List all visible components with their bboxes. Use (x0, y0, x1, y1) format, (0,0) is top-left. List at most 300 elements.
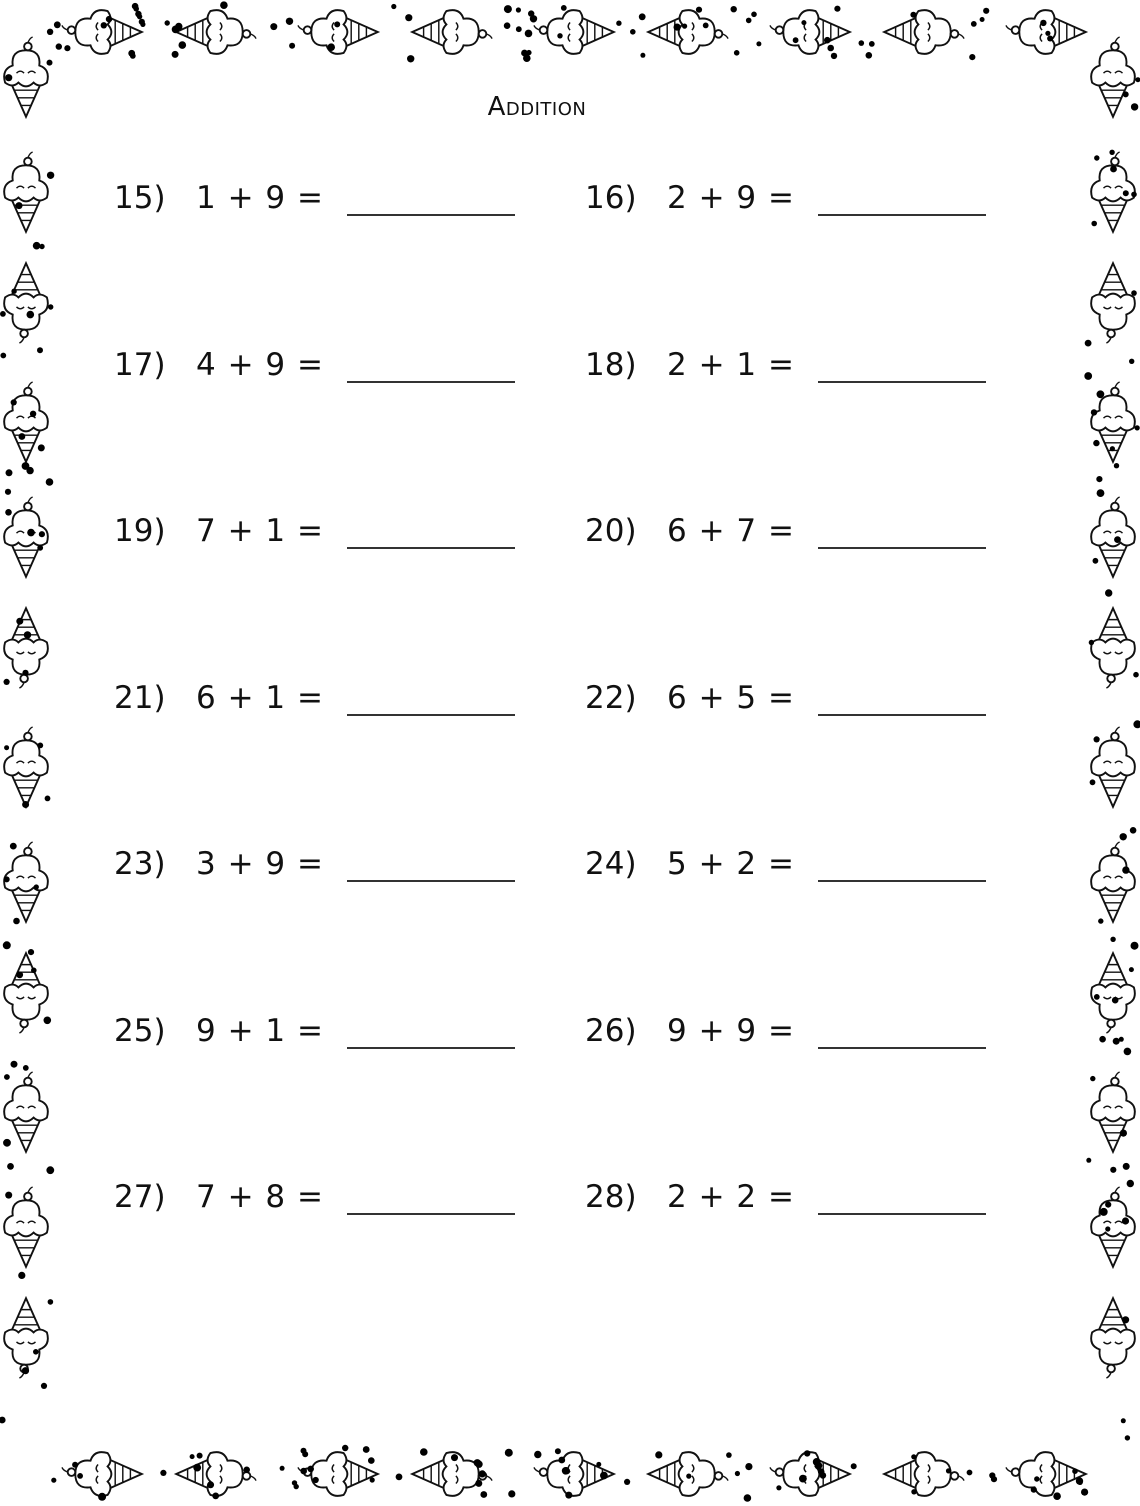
problem-equation: 1 + 9 = (196, 180, 324, 216)
border-dot (983, 8, 989, 14)
border-dot (1110, 937, 1115, 942)
answer-line[interactable] (347, 547, 515, 549)
border-dot (479, 1470, 486, 1477)
border-dot (37, 545, 43, 551)
border-dot (1031, 1487, 1037, 1493)
border-dot (172, 51, 179, 58)
border-dot (10, 843, 17, 850)
border-dot (1040, 20, 1046, 26)
border-dot (1100, 1208, 1108, 1216)
problem-equation: 9 + 9 = (667, 1012, 795, 1049)
border-dot (179, 41, 187, 49)
border-dot (16, 202, 23, 209)
border-dot (1110, 446, 1115, 451)
ice-cream-cone-icon (62, 10, 142, 54)
border-dot (967, 1470, 973, 1476)
border-dot (1125, 1435, 1130, 1440)
border-dot (300, 1468, 307, 1475)
problem-number: 23) (114, 846, 166, 882)
border-dot (1120, 833, 1127, 840)
border-dot (106, 16, 112, 22)
border-dot (16, 618, 23, 625)
problem-21 (114, 680, 534, 720)
problem-number: 18) (585, 346, 637, 383)
problem-18 (585, 347, 1005, 387)
border-dot (327, 43, 335, 51)
border-dot (756, 41, 761, 46)
border-dot (1072, 1468, 1078, 1474)
border-dot (480, 1491, 487, 1498)
ice-cream-cone-icon (1091, 263, 1135, 343)
ice-cream-cone-icon (1091, 608, 1135, 688)
border-dot (160, 1470, 166, 1476)
border-dot (307, 1466, 314, 1473)
border-dot (294, 1484, 299, 1489)
border-dot (11, 289, 16, 294)
border-dot (37, 743, 43, 749)
ice-cream-cone-icon (4, 842, 48, 922)
border-dot (726, 1452, 732, 1458)
ice-cream-cone-icon (176, 10, 256, 54)
border-dot (804, 1450, 810, 1456)
border-dot (46, 478, 54, 486)
border-dot (1122, 1316, 1129, 1323)
border-dot (1131, 192, 1137, 198)
border-dot (33, 242, 41, 250)
border-dot (508, 1490, 515, 1497)
problem-equation: 7 + 1 = (196, 513, 324, 549)
border-dot (776, 1485, 781, 1490)
border-dot (815, 1462, 823, 1470)
border-dot (1109, 150, 1114, 155)
problem-equation: 5 + 2 = (667, 846, 795, 882)
border-dot (48, 1299, 54, 1305)
problem-number: 26) (585, 1012, 637, 1049)
border-dot (4, 679, 10, 685)
border-dot (558, 1457, 565, 1464)
border-dot (27, 529, 35, 537)
border-dot (911, 1489, 916, 1494)
border-dot (1124, 1048, 1132, 1056)
ice-cream-cone-icon (298, 10, 378, 54)
problem-number: 27) (114, 1179, 166, 1215)
border-dot (51, 1478, 56, 1483)
border-dot (47, 29, 53, 35)
border-dot (1133, 672, 1139, 678)
problem-22 (585, 680, 1005, 720)
ice-cream-cone-icon (770, 1452, 850, 1496)
answer-line[interactable] (818, 1047, 986, 1049)
border-dot (1123, 1163, 1130, 1170)
answer-line[interactable] (347, 214, 515, 216)
border-dot (824, 37, 831, 44)
problem-number: 17) (114, 346, 166, 383)
border-dot (655, 1451, 662, 1458)
border-dot (4, 745, 9, 750)
border-dot (1094, 994, 1100, 1000)
ice-cream-cone-icon (4, 1187, 48, 1267)
ice-cream-cone-icon (884, 1452, 964, 1496)
border-dot (420, 1448, 428, 1456)
border-dot (1053, 1492, 1061, 1500)
border-dot (44, 1017, 52, 1025)
border-dot (370, 1477, 375, 1482)
border-dot (555, 1448, 561, 1454)
worksheet-title: Addition (487, 92, 587, 122)
answer-line[interactable] (347, 880, 515, 882)
border-dot (18, 1272, 25, 1279)
border-dot (859, 40, 865, 46)
answer-line[interactable] (347, 381, 515, 383)
border-dot (334, 21, 340, 27)
border-dot (31, 968, 37, 974)
answer-line[interactable] (818, 714, 986, 716)
border-dot (133, 6, 139, 12)
problem-equation: 2 + 2 = (667, 1179, 795, 1215)
ice-cream-cone-icon (4, 953, 48, 1033)
border-dot (165, 20, 170, 25)
border-dot (969, 54, 975, 60)
border-dot (980, 17, 985, 22)
border-dot (1085, 340, 1092, 347)
border-dot (98, 1493, 106, 1501)
border-dot (396, 1474, 403, 1481)
border-dot (5, 489, 11, 495)
border-dot (735, 1471, 740, 1476)
ice-cream-cone-icon (412, 10, 492, 54)
problem-19 (114, 513, 534, 553)
border-dot (27, 311, 35, 319)
border-dot (175, 23, 182, 30)
border-dot (54, 21, 61, 28)
border-dot (674, 24, 681, 31)
border-dot (405, 14, 412, 21)
border-dot (600, 1472, 608, 1480)
border-dot (3, 1139, 11, 1147)
border-dot (686, 1474, 691, 1479)
ice-cream-cone-icon (1091, 842, 1135, 922)
ice-cream-cone-icon (884, 10, 964, 54)
border-dot (1090, 779, 1096, 785)
border-dot (1120, 1130, 1127, 1137)
ice-cream-cone-icon (648, 10, 728, 54)
border-dot (1094, 155, 1099, 160)
ice-cream-cone-icon (1091, 37, 1135, 117)
border-dot (6, 469, 13, 476)
border-dot (39, 531, 45, 537)
border-dot (523, 54, 531, 62)
border-dot (1047, 36, 1053, 42)
border-dot (286, 18, 293, 25)
border-dot (831, 53, 837, 59)
border-dot (971, 21, 977, 27)
border-dot (16, 971, 23, 978)
border-dot (827, 45, 834, 52)
border-dot (866, 52, 873, 59)
answer-line[interactable] (347, 1213, 515, 1215)
ice-cream-cone-icon (1091, 497, 1135, 577)
border-dot (220, 1, 228, 9)
border-dot (5, 509, 12, 516)
border-dot (793, 37, 799, 43)
problem-number: 20) (585, 513, 637, 549)
ice-cream-cone-icon (1091, 1298, 1135, 1378)
ice-cream-cone-icon (4, 263, 48, 343)
border-dot (1110, 166, 1117, 173)
border-dot (1084, 372, 1092, 380)
border-dot (1093, 558, 1099, 564)
border-dot (475, 1461, 482, 1468)
border-dot (505, 1449, 513, 1457)
border-dot (640, 53, 645, 58)
border-dot (1093, 440, 1099, 446)
border-dot (630, 29, 636, 35)
border-dot (207, 1481, 214, 1488)
ice-cream-cone-icon (4, 1298, 48, 1378)
problem-17 (114, 347, 534, 387)
border-dot (696, 7, 702, 13)
border-dot (302, 1451, 308, 1457)
border-dot (1110, 1167, 1116, 1173)
border-dot (313, 1477, 319, 1483)
border-dot (820, 1472, 827, 1479)
border-dot (407, 55, 414, 62)
problem-number: 15) (114, 180, 166, 216)
ice-cream-cone-icon (298, 1452, 378, 1496)
border-dot (1105, 1226, 1110, 1231)
border-dot (1086, 1158, 1091, 1163)
border-dot (11, 1061, 18, 1068)
border-dot (289, 43, 295, 49)
border-dot (1112, 997, 1119, 1004)
border-dot (56, 43, 62, 49)
problem-equation: 4 + 9 = (196, 346, 324, 383)
ice-cream-cone-icon (4, 727, 48, 807)
border-dot (22, 801, 29, 808)
border-dot (212, 1493, 219, 1500)
problem-equation: 2 + 9 = (667, 180, 795, 216)
border-dot (1091, 221, 1097, 227)
border-dot (190, 1454, 195, 1459)
border-dot (37, 347, 43, 353)
ice-cream-cone-icon (1091, 1072, 1135, 1152)
border-dot (22, 1367, 29, 1374)
answer-line[interactable] (347, 1047, 515, 1049)
border-dot (1105, 1202, 1111, 1208)
border-dot (911, 1454, 916, 1459)
problem-24 (585, 846, 1005, 886)
border-dot (1096, 476, 1102, 482)
border-dot (47, 60, 53, 66)
ice-cream-cone-icon (4, 152, 48, 232)
border-dot (342, 1445, 348, 1451)
border-dot (1099, 1036, 1106, 1043)
border-dot (1131, 942, 1139, 950)
problem-23 (114, 846, 534, 886)
problem-number: 28) (585, 1179, 637, 1215)
problem-number: 19) (114, 513, 166, 549)
border-dot (869, 41, 875, 47)
border-dot (1130, 827, 1137, 834)
border-dot (504, 22, 511, 29)
border-dot (734, 50, 740, 56)
border-dot (639, 13, 646, 20)
problem-27 (114, 1179, 534, 1219)
border-dot (731, 6, 737, 12)
border-dot (0, 1417, 6, 1424)
ice-cream-cone-icon (4, 608, 48, 688)
border-dot (11, 399, 17, 405)
border-dot (1094, 736, 1100, 742)
problem-equation: 3 + 9 = (196, 846, 324, 882)
border-dot (4, 876, 10, 882)
ice-cream-cone-icon (1006, 1452, 1086, 1496)
border-dot (22, 670, 28, 676)
border-dot (1122, 866, 1129, 873)
problem-16 (585, 180, 1005, 220)
border-dot (22, 462, 30, 470)
problem-equation: 6 + 5 = (667, 679, 795, 716)
border-dot (526, 50, 531, 55)
border-dot (1114, 536, 1121, 543)
border-dot (475, 1480, 482, 1487)
border-dot (746, 18, 752, 24)
border-dot (851, 1463, 857, 1469)
border-dot (801, 20, 806, 25)
border-dot (1114, 463, 1119, 468)
answer-line[interactable] (347, 714, 515, 716)
border-dot (516, 26, 522, 32)
border-dot (616, 21, 621, 26)
problem-number: 16) (585, 180, 637, 216)
border-dot (565, 1492, 572, 1499)
border-dot (0, 311, 6, 317)
border-dot (24, 631, 31, 638)
border-dot (1129, 967, 1134, 972)
border-dot (596, 1462, 601, 1467)
border-dot (1123, 190, 1129, 196)
border-dot (280, 1466, 285, 1471)
border-dot (910, 12, 916, 18)
border-dot (751, 12, 757, 18)
ice-cream-cone-icon (770, 10, 850, 54)
border-dot (64, 45, 70, 51)
ice-cream-cone-icon (4, 1072, 48, 1152)
problem-number: 24) (585, 846, 637, 882)
border-dot (1133, 720, 1140, 728)
border-dot (1131, 103, 1138, 110)
border-dot (991, 1476, 997, 1482)
border-dot (23, 1065, 29, 1071)
border-dot (682, 24, 687, 29)
border-dot (745, 1463, 752, 1470)
border-dot (1135, 77, 1140, 82)
border-dot (799, 1475, 807, 1483)
border-dot (1034, 1476, 1039, 1481)
border-dot (48, 304, 53, 309)
border-dot (504, 5, 512, 13)
problem-number: 22) (585, 679, 637, 716)
border-dot (368, 1457, 375, 1464)
border-dot (1113, 1038, 1120, 1045)
border-dot (47, 172, 54, 179)
border-dot (140, 22, 145, 27)
ice-cream-cone-icon (62, 1452, 142, 1496)
border-dot (13, 918, 20, 925)
border-dot (1119, 1037, 1124, 1042)
border-dot (41, 1383, 47, 1389)
border-dot (744, 1494, 752, 1502)
border-dot (45, 796, 51, 802)
border-dot (72, 1462, 78, 1468)
problem-15 (114, 180, 534, 220)
problem-20 (585, 513, 1005, 553)
problem-equation: 2 + 1 = (667, 346, 795, 383)
border-dot (624, 1479, 630, 1485)
border-dot (834, 6, 840, 12)
border-dot (243, 1467, 250, 1474)
border-dot (946, 1468, 951, 1473)
answer-line[interactable] (818, 214, 986, 216)
border-dot (1105, 589, 1112, 596)
ice-cream-cone-icon (1091, 1187, 1135, 1267)
problem-number: 25) (114, 1012, 166, 1049)
border-dot (19, 433, 26, 440)
border-dot (4, 1074, 10, 1080)
border-dot (516, 7, 521, 12)
border-dot (1135, 425, 1140, 430)
border-dot (0, 353, 6, 359)
border-dot (34, 884, 39, 889)
problem-equation: 6 + 1 = (196, 679, 324, 716)
border-dot (391, 4, 396, 9)
answer-line[interactable] (818, 381, 986, 383)
answer-line[interactable] (818, 547, 986, 549)
problem-28 (585, 1179, 1005, 1219)
border-dot (137, 14, 142, 19)
problem-equation: 9 + 1 = (196, 1012, 324, 1049)
border-dot (1097, 489, 1105, 497)
ice-cream-cone-icon (176, 1452, 256, 1496)
border-dot (5, 74, 12, 81)
border-dot (557, 33, 562, 38)
problem-26 (585, 1013, 1005, 1053)
border-dot (101, 22, 107, 28)
border-dot (1081, 1489, 1088, 1496)
border-dot (28, 949, 34, 955)
border-dot (451, 1454, 458, 1461)
border-dot (197, 1453, 203, 1459)
answer-line[interactable] (818, 880, 986, 882)
answer-line[interactable] (818, 1213, 986, 1215)
border-dot (564, 1468, 571, 1475)
border-dot (1077, 1480, 1082, 1485)
border-dot (130, 53, 136, 59)
border-dot (1122, 1217, 1129, 1224)
ice-cream-cone-icon (1091, 953, 1135, 1033)
border-dot (77, 1473, 83, 1479)
border-dot (5, 1192, 12, 1199)
border-dot (1129, 359, 1134, 364)
border-dot (7, 1163, 14, 1170)
border-dot (1089, 640, 1094, 645)
border-dot (1131, 290, 1137, 296)
problem-equation: 6 + 7 = (667, 513, 795, 549)
border-dot (38, 444, 45, 451)
border-dot (1127, 1180, 1134, 1187)
problem-equation: 7 + 8 = (196, 1179, 324, 1215)
border-dot (30, 411, 36, 417)
